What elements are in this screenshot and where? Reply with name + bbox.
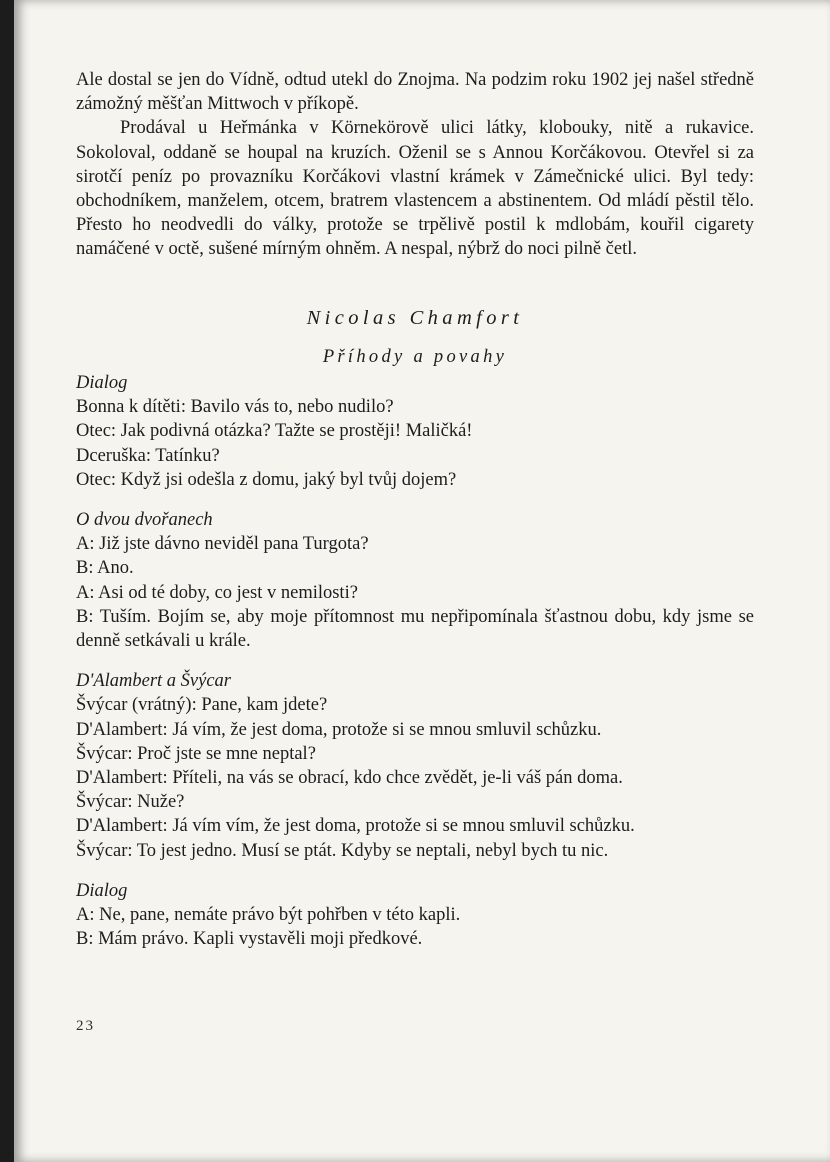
dialogue-line: D'Alambert: Já vím vím, že jest doma, protože si se mnou smluvil schůzku. [76,816,635,837]
intro-paragraph-2: Prodával u Heřmánka v Körnekörově ulici látky, klobouky, nitě a rukavice. Sokoloval, oddaně se houpal na kruzích. Oženil se s Annou Korčákovou. Otevřel si za sirotčí peníz po provazníku Korčákovi vlastní krámek v Zámečnické ulici. Byl tedy: obchodníkem, manželem, otcem, bratrem vlastencem a abstinentem. Od mládí pěstil tělo. Přesto ho neodvedli do války, protože se trpělivě postil k mdlobám, kouřil cigarety namáčené v octě, sušené mírným ohněm. A nespal, nýbrž do noci pilně četl. [76,118,754,260]
section-dvou-dvoranech [76,508,754,653]
dialogue-line: A: Ne, pane, nemáte právo být pohřben v této kapli. [76,905,461,926]
intro-paragraph-1: Ale dostal se jen do Vídně, odtud utekl do Znojma. Na podzim roku 1902 jej našel středně zámožný měšťan Mittwoch v příkopě. [76,70,754,115]
dialogue-line: B: Mám právo. Kapli vystavěli moji předkové. [76,929,423,950]
dialogue-line: Bonna k dítěti: Bavilo vás to, nebo nudilo? [76,397,394,418]
page-number: 23 [76,1018,95,1034]
dialogue-line: A: Již jste dávno neviděl pana Turgota? [76,534,369,555]
dialogue-line: Otec: Když jsi odešla z domu, jaký byl tvůj dojem? [76,469,457,490]
dialogue-line: Dceruška: Tatínku? [76,445,220,466]
book-page [14,0,830,1162]
dialogue-line: Švýcar (vrátný): Pane, kam jdete? [76,695,328,716]
section-dialog-2 [76,879,754,952]
section-title: O dvou dvořanech [76,510,213,531]
work-subtitle: Příhody a povahy [322,346,508,367]
page-content [76,68,754,952]
section-dalambert-svycar [76,669,754,863]
section-title: Dialog [76,373,128,394]
dialogue-line: Švýcar: Nuže? [76,792,185,813]
dialogue-line: Otec: Jak podivná otázka? Tažte se prostěji! Maličká! [76,421,473,442]
dialogue-line: B: Tuším. Bojím se, aby moje přítomnost mu nepřipomínala šťastnou dobu, kdy jsme se denně setkávali u krále. [76,606,754,652]
author-heading: Nicolas Chamfort [306,306,524,329]
dialogue-line: D'Alambert: Já vím, že jest doma, protože si se mnou smluvil schůzku. [76,719,602,740]
dialogue-line: D'Alambert: Příteli, na vás se obrací, kdo chce zvědět, je-li váš pán doma. [76,768,623,789]
dialogue-line: A: Asi od té doby, co jest v nemilosti? [76,582,358,603]
section-dialog-1 [76,371,754,492]
section-title: Dialog [76,880,128,901]
dialogue-line: B: Ano. [76,558,134,579]
dialogue-line: Švýcar: To jest jedno. Musí se ptát. Kdyby se neptali, nebyl bych tu nic. [76,840,609,861]
section-title: D'Alambert a Švýcar [76,671,232,692]
dialogue-line: Švýcar: Proč jste se mne neptal? [76,743,316,764]
